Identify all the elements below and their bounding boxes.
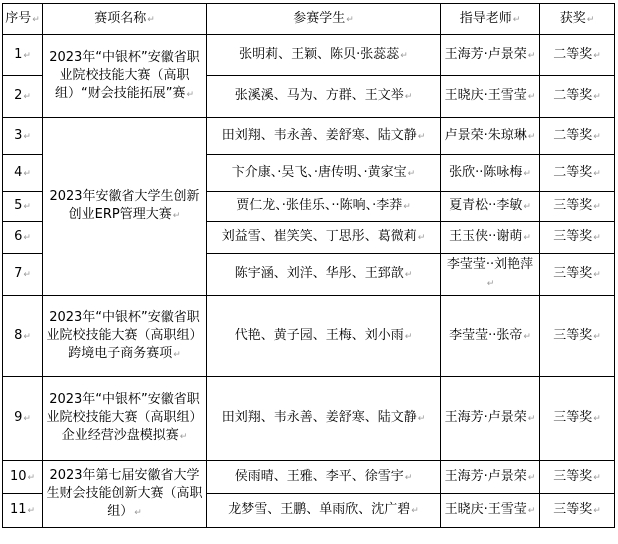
header-award: 获奖↵	[540, 4, 615, 35]
table-row	[3, 461, 615, 494]
row-event: 2023年“中银杯”安徽省职业院校技能大赛（高职组）跨境电子商务赛项↵	[43, 296, 207, 377]
row-teacher: 王玉侠··谢萌↵	[441, 222, 540, 254]
row-teacher: 夏青松··李敏↵	[441, 192, 540, 222]
row-event: 2023年“中银杯”安徽省职业院校技能大赛（高职组）“财会技能拓展”赛↵	[43, 35, 207, 118]
row-teacher: 王海芳·卢景荣↵	[441, 461, 540, 494]
row-seq: 3↵	[3, 118, 43, 155]
row-teacher: 王海芳·卢景荣↵	[441, 377, 540, 461]
row-students: 代艳、黄子园、王梅、刘小雨↵	[207, 296, 441, 377]
row-seq: 7↵	[3, 254, 43, 296]
row-teacher: 李莹莹··张帝↵	[441, 296, 540, 377]
row-award: 二等奖↵	[540, 155, 615, 192]
row-award: 三等奖↵	[540, 377, 615, 461]
row-teacher: 张欣··陈咏梅↵	[441, 155, 540, 192]
row-students: 卞介康、·吴飞、·唐传明、·黄家宝↵	[207, 155, 441, 192]
header-event: 赛项名称↵	[43, 4, 207, 35]
row-students: 张溪溪、马为、方群、王文举↵	[207, 76, 441, 118]
row-teacher: 王海芳·卢景荣↵	[441, 35, 540, 76]
row-teacher: 王晓庆·王雪莹↵	[441, 494, 540, 528]
row-students: 张明莉、王颖、陈贝·张蕊蕊↵	[207, 35, 441, 76]
row-seq: 8↵	[3, 296, 43, 377]
header-seq: 序号↵	[3, 4, 43, 35]
row-students: 田刘翔、韦永善、姜舒寒、陆文静↵	[207, 377, 441, 461]
row-students: 贾仁龙、·张佳乐、··陈响、·李莽↵	[207, 192, 441, 222]
row-award: 三等奖↵	[540, 222, 615, 254]
row-seq: 10↵	[3, 461, 43, 494]
row-teacher: 李莹莹··刘艳萍↵	[441, 254, 540, 296]
row-seq: 9↵	[3, 377, 43, 461]
row-award: 二等奖↵	[540, 118, 615, 155]
row-award: 三等奖↵	[540, 494, 615, 528]
table-row	[3, 35, 615, 76]
header-row	[3, 4, 615, 35]
row-seq: 4↵	[3, 155, 43, 192]
row-award: 二等奖↵	[540, 35, 615, 76]
row-award: 二等奖↵	[540, 76, 615, 118]
row-seq: 6↵	[3, 222, 43, 254]
row-award: 三等奖↵	[540, 296, 615, 377]
row-award: 三等奖↵	[540, 192, 615, 222]
row-seq: 2↵	[3, 76, 43, 118]
row-students: 陈宇涵、刘洋、华彤、王郅歆↵	[207, 254, 441, 296]
awards-table	[2, 3, 615, 528]
row-students: 侯雨晴、王雅、李平、徐雪宇↵	[207, 461, 441, 494]
row-seq: 5↵	[3, 192, 43, 222]
row-teacher: 王晓庆·王雪莹↵	[441, 76, 540, 118]
row-event: 2023年安徽省大学生创新创业ERP管理大赛↵	[43, 118, 207, 296]
row-seq: 11↵	[3, 494, 43, 528]
row-students: 刘益雪、崔笑笑、丁思彤、葛微莉↵	[207, 222, 441, 254]
row-award: 三等奖↵	[540, 254, 615, 296]
row-event: 2023年第七届安徽省大学生财会技能创新大赛（高职组）↵	[43, 461, 207, 528]
row-award: 三等奖↵	[540, 461, 615, 494]
row-teacher: 卢景荣·朱琼琳↵	[441, 118, 540, 155]
table-row	[3, 377, 615, 461]
row-event: 2023年“中银杯”安徽省职业院校技能大赛（高职组）企业经营沙盘模拟赛↵	[43, 377, 207, 461]
row-students: 龙梦雪、王鹏、单雨欣、沈广碧↵	[207, 494, 441, 528]
header-teacher: 指导老师↵	[441, 4, 540, 35]
table-row	[3, 296, 615, 377]
header-students: 参赛学生↵	[207, 4, 441, 35]
row-seq: 1↵	[3, 35, 43, 76]
row-students: 田刘翔、韦永善、姜舒寒、陆文静↵	[207, 118, 441, 155]
table-row	[3, 118, 615, 155]
